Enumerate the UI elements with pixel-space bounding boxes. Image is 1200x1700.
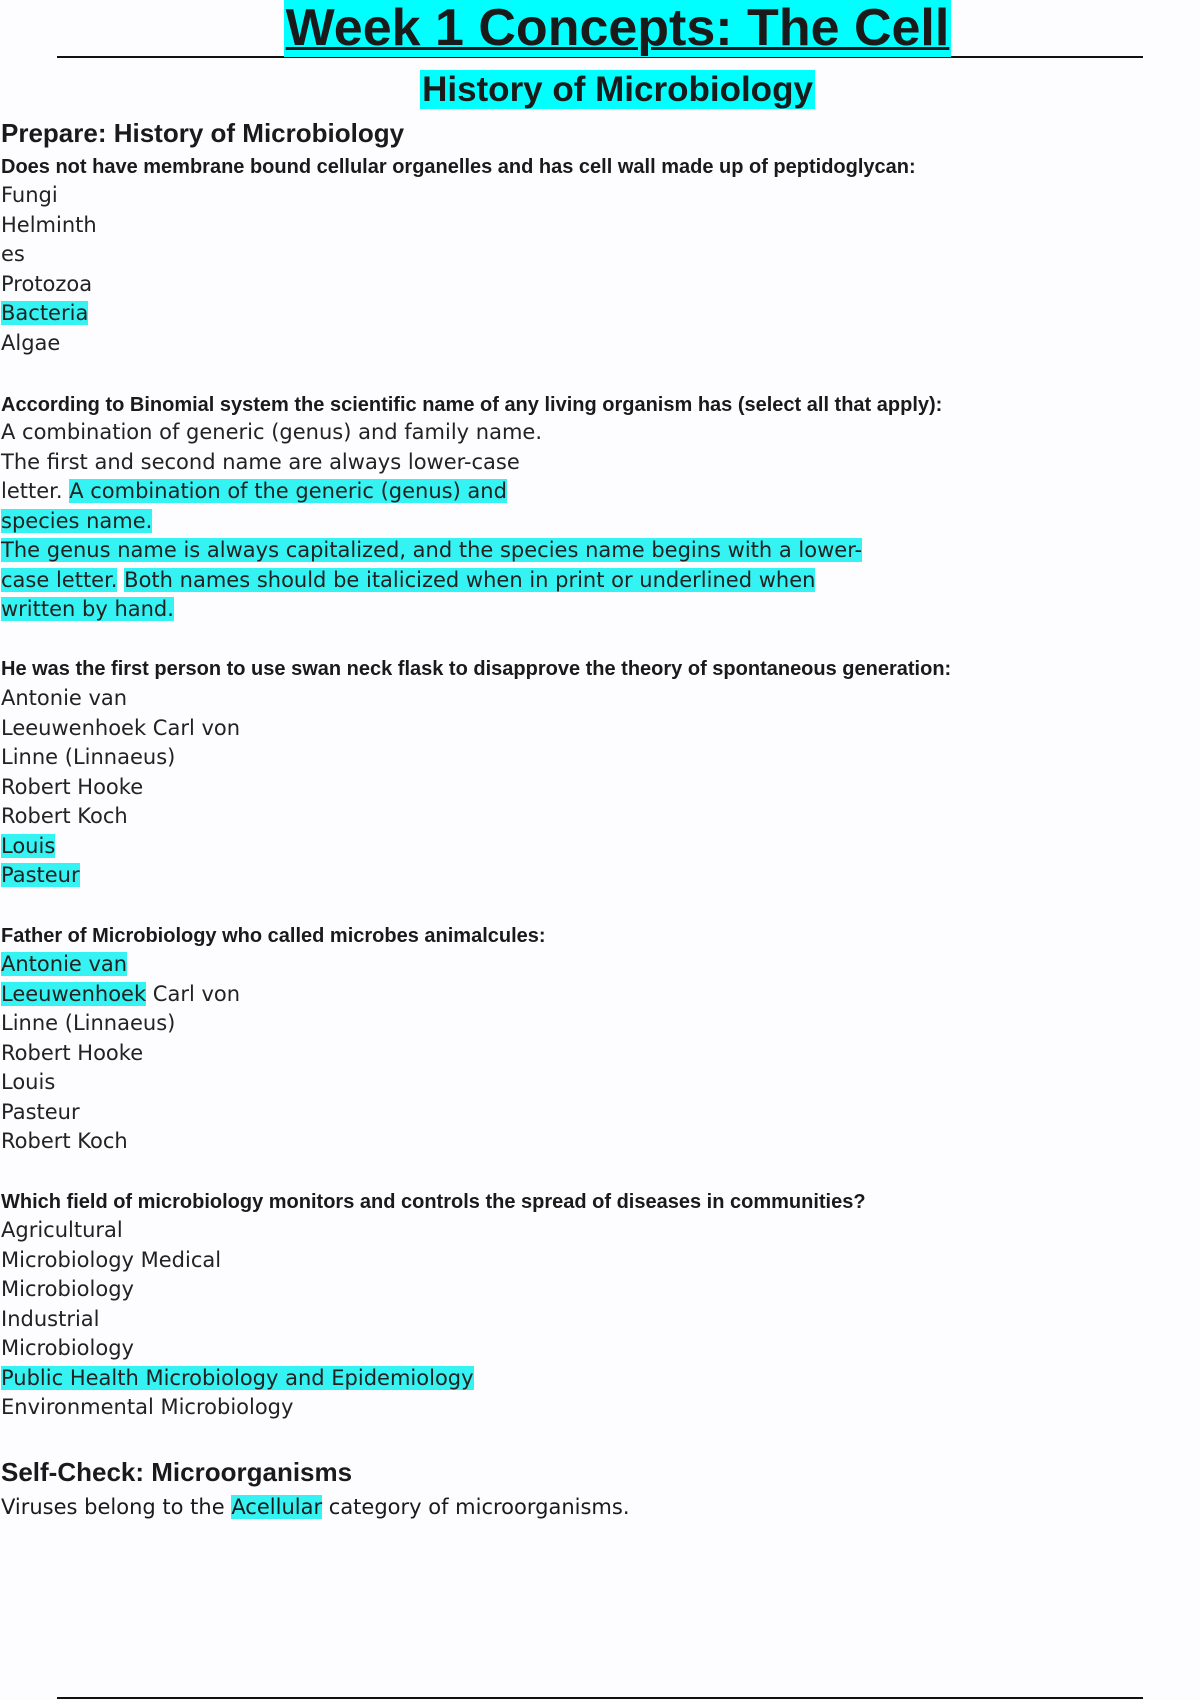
footer-rule [57,1697,1143,1699]
highlighted-answer: case letter. [1,567,118,592]
answer-line [1,802,240,832]
highlighted-answer: Acellular [231,1495,323,1519]
answer-line [1,1275,474,1305]
title-block [0,0,1200,56]
answer-text: Fungi [1,183,58,207]
answer-text: Pasteur [1,1099,80,1124]
answer-text: Linne (Linnaeus) [1,1011,176,1035]
self-check-sentence [1,1492,630,1522]
answer-text: Protozoa [1,271,93,296]
answer-text: Carl von [146,981,241,1006]
answer-line [1,211,97,241]
answer-text: The first and second name are always lower-case [1,449,520,474]
answer-text: category of microorganisms. [322,1495,630,1519]
answer-line [1,684,240,714]
answer-line [1,980,240,1010]
answer-line [1,832,240,862]
highlighted-answer: Both names should be italicized when in print or underlined when [124,567,816,592]
subtitle-block [0,68,1200,112]
answer-text: Helminth [1,212,97,237]
answer-line [1,181,97,211]
question-prompt: Does not have membrane bound cellular organelles and has cell wall made up of peptidoglycan: [1,156,916,178]
answer-text: Robert Hooke [1,774,144,799]
answer-line [1,1246,474,1276]
answer-options [1,181,97,358]
answer-line [1,861,240,891]
answer-text: Antonie van [1,686,128,710]
answer-line [1,1009,240,1039]
answer-text: Leeuwenhoek Carl von [1,715,241,740]
answer-line [1,270,97,300]
question-prompt: He was the first person to use swan neck flask to disapprove the theory of spontaneous generation: [1,658,952,680]
answer-options [1,950,240,1157]
answer-line [1,240,97,270]
answer-line [1,595,862,625]
answer-line [1,1068,240,1098]
answer-line [1,743,240,773]
answer-text: Robert Hooke [1,1040,144,1065]
answer-line [1,1098,240,1128]
answer-text: Agricultural [1,1218,123,1242]
answer-options [1,684,240,891]
answer-line [1,1305,474,1335]
highlighted-answer: written by hand. [1,597,174,621]
highlighted-answer: Public Health Microbiology and Epidemiology [1,1365,474,1390]
highlighted-answer: Bacteria [1,301,89,325]
answer-line [1,950,240,980]
answer-text: Industrial [1,1306,100,1331]
answer-line [1,1393,474,1423]
answer-text: Microbiology Medical [1,1247,222,1272]
page-title: Week 1 Concepts: The Cell [285,0,950,57]
prepare-heading: Prepare: History of Microbiology [1,118,405,148]
highlighted-answer: Antonie van [1,952,128,976]
highlighted-answer: A combination of the generic (genus) and [69,479,507,503]
answer-text: Viruses belong to the [1,1495,232,1519]
answer-line [1,1127,240,1157]
highlighted-answer: Louis [1,833,56,858]
highlighted-answer: Pasteur [1,863,80,887]
question-prompt: Father of Microbiology who called microbes animalcules: [1,925,546,947]
answer-line [1,714,240,744]
answer-line [1,477,862,507]
highlighted-answer: The genus name is always capitalized, and the species name begins with a lower- [1,538,863,562]
answer-line [1,299,97,329]
answer-line [1,566,862,596]
answer-line [1,1334,474,1364]
answer-options [1,1216,474,1423]
answer-line [1,536,862,566]
answer-text: A combination of generic (genus) and family name. [1,420,542,444]
answer-text: es [1,242,25,266]
answer-line [1,448,862,478]
answer-text: letter. [1,479,70,503]
answer-line [1,329,97,359]
answer-text: Microbiology [1,1277,134,1301]
answer-text: Louis [1,1070,56,1094]
answer-text: Environmental Microbiology [1,1395,294,1419]
answer-line [1,1216,474,1246]
answer-text: Robert Koch [1,1129,128,1153]
highlighted-answer: Leeuwenhoek [1,981,147,1006]
highlighted-answer: species name. [1,508,153,533]
answer-text: Linne (Linnaeus) [1,745,176,769]
question-prompt: According to Binomial system the scientific name of any living organism has (select all that apply): [1,394,943,416]
answer-options [1,418,862,625]
answer-text: Robert Koch [1,804,128,828]
answer-text: Algae [1,330,61,355]
answer-line [1,1364,474,1394]
self-check-heading: Self-Check: Microorganisms [1,1457,353,1487]
answer-line [1,1039,240,1069]
answer-line [1,507,862,537]
answer-line [1,418,862,448]
page-subtitle: History of Microbiology [422,70,813,109]
question-prompt: Which field of microbiology monitors and controls the spread of diseases in communities? [1,1191,866,1213]
answer-line [1,773,240,803]
answer-text: Microbiology [1,1336,134,1360]
